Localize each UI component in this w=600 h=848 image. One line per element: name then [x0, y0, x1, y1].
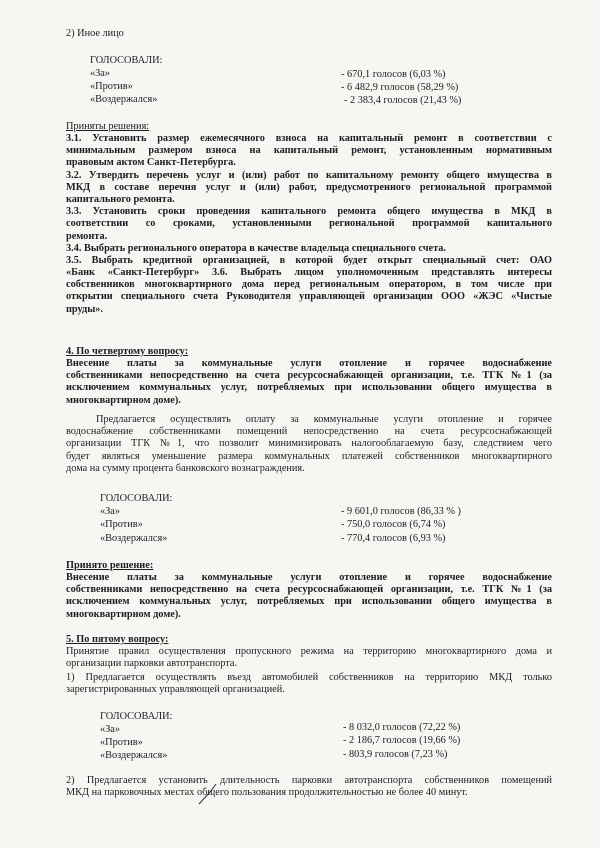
decision-line: 3.5. Выбрать кредитной организацией, в которой будет открыт специальный счет: ОАО — [66, 254, 552, 266]
q4-subject — [66, 358, 552, 407]
vote-for-value: - 9 601,0 голосов (86,33 % ) — [341, 506, 461, 517]
vote-abstain-value: - 2 383,4 голосов (21,43 %) — [344, 95, 462, 106]
decision-line: 3.4. Выбрать регионального оператора в качестве владельца специального счета. — [66, 242, 446, 254]
q5-item2 — [66, 775, 552, 799]
vote-abstain-value: - 803,9 голосов (7,23 %) — [343, 749, 448, 760]
vote-heading: ГОЛОСОВАЛИ: — [90, 55, 163, 66]
q4-proposal-line: организации ТГК №1, что позволит минимизировать налогооблагаемую базу, следствием чего — [66, 438, 552, 450]
vote-against-label: «Против» — [100, 737, 143, 748]
q5-intro-line: организации парковки автотранспорта. — [66, 658, 238, 670]
decision-line: 3.1. Установить размер ежемесячного взноса на капитальный ремонт в соответствии с — [66, 133, 552, 144]
q4-proposal-line: будет являться уменьшение размера коммунальных платежей собственников многоквартирного — [66, 450, 552, 462]
decision-line: 3.3. Установить сроки проведения капитального ремонта общего имущества в МКД в — [66, 206, 552, 218]
vote-against-value: - 2 186,7 голосов (19,66 %) — [343, 735, 461, 746]
vote-for-label: «За» — [90, 68, 111, 79]
decision-line: 3.2. Утвердить перечень услуг и (или) работ по капитальному ремонту общего имущества в — [66, 169, 552, 181]
decision-line: собственников многоквартирного дома перед региональным оператором, в том числе при — [66, 279, 552, 291]
vote-heading: ГОЛОСОВАЛИ: — [100, 493, 173, 504]
q4-decision — [66, 572, 552, 621]
q5-item2-line: МКД на парковочных местах общего пользования продолжительностью не более 40 минут. — [66, 787, 468, 799]
decision-line: «Банк «Санкт-Петербург» 3.6. Выбрать лицом уполномоченным представлять интересы — [66, 267, 552, 279]
q5-heading: 5. По пятому вопросу: — [66, 634, 169, 645]
decision-line: соответствии со сроками, установленными региональной программой капитального — [66, 218, 552, 230]
q4-decision-line: Внесение платы за коммунальные услуги отопление и горячее водоснабжение — [66, 572, 552, 583]
q5-item1 — [66, 672, 552, 696]
q4-decision-heading: Принято решение: — [66, 560, 154, 571]
vote-abstain-label: «Воздержался» — [90, 94, 158, 105]
q4-proposal-line: водоснабжение собственниками помещений непосредственно на счета ресурсоснабжающей — [66, 426, 552, 438]
q4-proposal-line: дома на сумму процента банковского вознаграждения. — [66, 462, 305, 474]
pen-mark — [196, 778, 226, 808]
q5-item1-line: зарегистрированных управляющей организацией. — [66, 684, 285, 696]
vote-heading: ГОЛОСОВАЛИ: — [100, 711, 173, 722]
q4-subject-line: собственниками непосредственно на счета ресурсоснабжающей организации, т.е. ТГК №1 (за — [66, 370, 552, 382]
decision-line: правовым актом Санкт-Петербурга. — [66, 157, 236, 169]
vote-against-value: - 6 482,9 голосов (58,29 %) — [341, 82, 459, 93]
vote-against-label: «Против» — [90, 81, 133, 92]
q4-decision-line: многоквартирном доме). — [66, 608, 181, 620]
decision-line: пруды». — [66, 303, 103, 315]
q4-subject-line: исключением коммунальных услуг, потребляемых при использовании общего имущества в — [66, 382, 552, 394]
vote-abstain-label: «Воздержался» — [100, 533, 168, 544]
vote-for-label: «За» — [100, 724, 121, 735]
decision-line: открытии специального счета Руководителя управляющей организации ООО «ЖЭС «Чистые — [66, 291, 552, 303]
q5-item1-line: 1) Предлагается осуществлять въезд автомобилей собственников на территорию МКД только — [66, 672, 552, 683]
decision-line: ремонта. — [66, 230, 108, 242]
decision-line: минимальным размером взноса на капитальный ремонт, установленным нормативным — [66, 145, 552, 157]
q4-subject-line: Внесение платы за коммунальные услуги отопление и горячее водоснабжение — [66, 358, 552, 369]
vote-for-value: - 8 032,0 голосов (72,22 %) — [343, 722, 461, 733]
vote-for-label: «За» — [100, 506, 121, 517]
vote-against-label: «Против» — [100, 519, 143, 530]
decisions-text — [66, 133, 552, 316]
q5-intro-line: Принятие правил осуществления пропускного режима на территорию многоквартирного дома и — [66, 646, 552, 657]
decision-line: МКД в составе перечня услуг и (или) работ, предусмотренного региональной программой — [66, 181, 552, 193]
q4-subject-line: многоквартирном доме). — [66, 394, 181, 406]
q4-proposal-line: Предлагается осуществлять оплату за коммунальные услуги отопление и горячее — [96, 414, 552, 425]
q5-intro — [66, 646, 552, 670]
vote-against-value: - 750,0 голосов (6,74 %) — [341, 519, 446, 530]
decision-line: капитального ремонта. — [66, 193, 175, 205]
q5-item2-line: 2) Предлагается установить длительность парковки автотранспорта собственников помещений — [66, 775, 552, 786]
vote-abstain-value: - 770,4 голосов (6,93 %) — [341, 533, 446, 544]
q4-heading: 4. По четвертому вопросу: — [66, 346, 189, 357]
vote-for-value: - 670,1 голосов (6,03 %) — [341, 69, 446, 80]
q4-decision-line: исключением коммунальных услуг, потребляемых при использовании общего имущества в — [66, 596, 552, 608]
q4-proposal — [66, 414, 552, 475]
q4-decision-line: собственниками непосредственно на счета ресурсоснабжающей организации, т.е. ТГК №1 (за — [66, 584, 552, 596]
top-line: 2) Иное лицо — [66, 28, 124, 39]
vote-abstain-label: «Воздержался» — [100, 750, 168, 761]
decisions-heading: Приняты решения: — [66, 121, 150, 132]
